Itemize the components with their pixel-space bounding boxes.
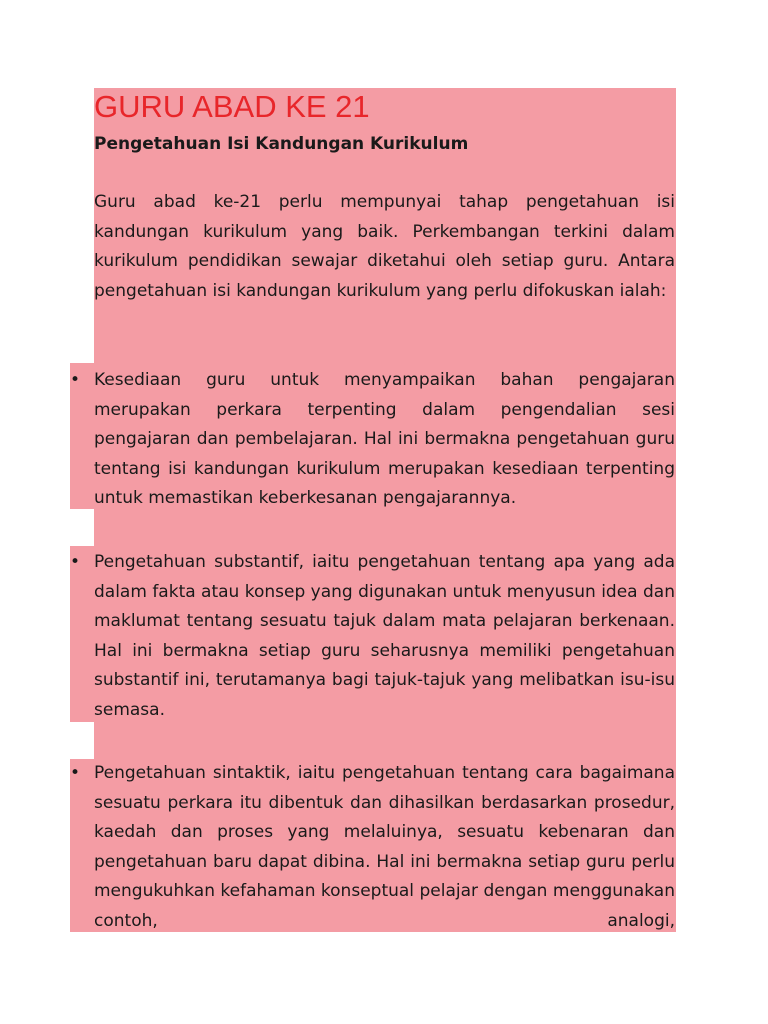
highlight-block-gap-2 (94, 722, 676, 759)
section-subtitle: Pengetahuan Isi Kandungan Kurikulum (94, 134, 469, 154)
bullet-paragraph-1: Kesediaan guru untuk menyampaikan bahan pengajaran merupakan perkara terpenting dalam pengendalian sesi pengajaran dan pembelajaran. Hal ini bermakna pengetahuan guru tentang isi kandungan kurikulum merupakan kesediaan terpenting untuk memastikan keberkesanan pengajarannya. (94, 370, 675, 508)
bullet-marker-3: • (70, 763, 81, 783)
bullet-marker-2: • (70, 552, 81, 572)
page-title: GURU ABAD KE 21 (94, 89, 370, 124)
bullet-marker-1: • (70, 370, 81, 390)
bullet-paragraph-3: Pengetahuan sintaktik, iaitu pengetahuan tentang cara bagaimana sesuatu perkara itu dibentuk dan dihasilkan berdasarkan prosedur, kaedah dan proses yang melaluinya, sesuatu kebenaran dan pengetahuan baru dapat dibina. Hal ini bermakna setiap guru perlu mengukuhkan kefahaman konseptual pelajar dengan menggunakan contoh, analogi, (94, 763, 675, 931)
intro-paragraph: Guru abad ke-21 perlu mempunyai tahap pengetahuan isi kandungan kurikulum yang baik. Perkembangan terkini dalam kurikulum pendidikan sewajar diketahui oleh setiap guru. Antara pengetahuan isi kandungan kurikulum yang perlu difokuskan ialah: (94, 192, 675, 301)
bullet-paragraph-2: Pengetahuan substantif, iaitu pengetahuan tentang apa yang ada dalam fakta atau konsep yang digunakan untuk menyusun idea dan maklumat tentang sesuatu tajuk dalam mata pelajaran berkenaan. Hal ini bermakna setiap guru seharusnya memiliki pengetahuan substantif ini, terutamanya bagi tajuk-tajuk yang melibatkan isu-isu semasa. (94, 552, 675, 720)
highlight-block-gap-1 (94, 509, 676, 546)
